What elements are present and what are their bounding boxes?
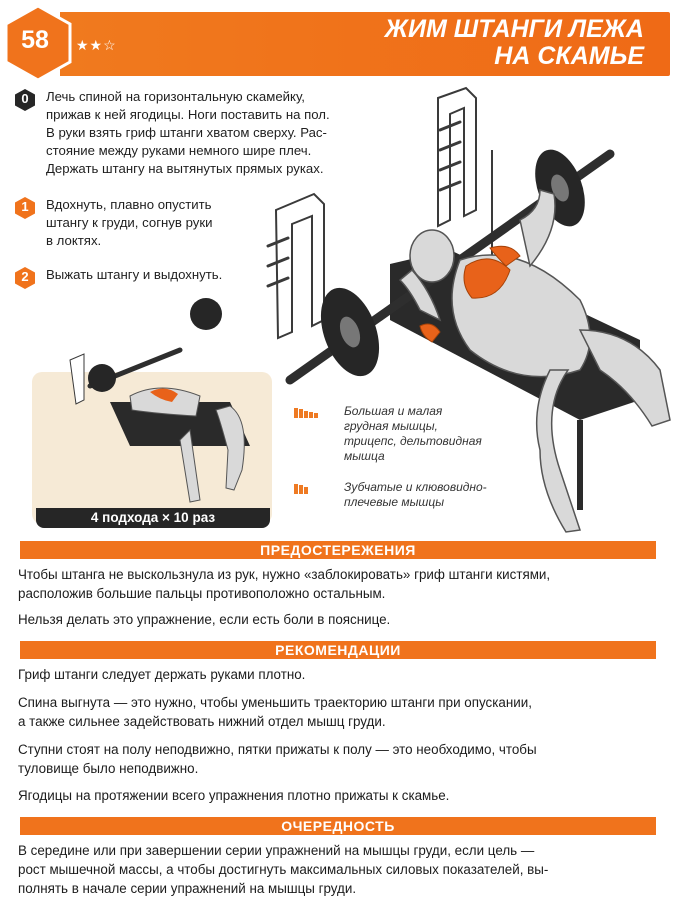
step-line: Лечь спиной на горизонтальную скамейку,: [46, 89, 305, 104]
step-number: 0: [21, 91, 29, 106]
legend-line: Зубчатые и клювовидно-: [344, 480, 487, 494]
legend-text: [344, 480, 487, 510]
step-text: [46, 196, 212, 250]
paragraph-line: Спина выгнута — это нужно, чтобы уменьшить траекторию штанги при опускании,: [18, 695, 532, 710]
paragraph-line: расположив большие пальцы противоположно остальным.: [18, 586, 386, 601]
paragraph-line: Нельзя делать это упражнение, если есть боли в пояснице.: [18, 612, 391, 627]
section-title: РЕКОМЕНДАЦИИ: [275, 642, 401, 658]
paragraph-line: полнять в начале серии упражнений на мышцы груди.: [18, 881, 357, 896]
order-paragraph: [18, 841, 668, 898]
step-line: Держать штангу на вытянутых прямых руках.: [46, 161, 324, 176]
section-title: ОЧЕРЕДНОСТЬ: [281, 818, 395, 834]
page-title: [224, 16, 644, 70]
legend-text: [344, 404, 482, 464]
recommendation-paragraph: [18, 786, 668, 805]
legend-line: грудная мышцы,: [344, 419, 438, 433]
step-line: В руки взять гриф штанги хватом сверху. Рас-: [46, 125, 327, 140]
legend-line: мышца: [344, 449, 385, 463]
paragraph-line: Ступни стоят на полу неподвижно, пятки прижаты к полу — это необходимо, чтобы: [18, 742, 537, 757]
intensity-bar-icon: [294, 484, 308, 494]
paragraph-line: Ягодицы на протяжении всего упражнения плотно прижаты к скамье.: [18, 788, 450, 803]
paragraph-line: а также сильнее задействовать нижний отдел мышц груди.: [18, 714, 386, 729]
paragraph-line: В середине или при завершении серии упражнений на мышцы груди, если цель —: [18, 843, 535, 858]
step-line: прижав к ней ягодицы. Ноги поставить на пол.: [46, 107, 330, 122]
title-line-2: НА СКАМЬЕ: [494, 42, 644, 70]
page-header: [0, 0, 684, 80]
paragraph-line: туловище было неподвижно.: [18, 761, 199, 776]
legend-line: плечевые мышцы: [344, 495, 445, 509]
step-number: 2: [21, 269, 29, 284]
warning-paragraph: [18, 565, 668, 603]
step-number: 1: [21, 199, 29, 214]
recommendation-paragraph: [18, 740, 668, 778]
step-text: [46, 266, 222, 284]
recommendation-paragraph: [18, 693, 668, 731]
step-text: [46, 88, 330, 178]
legend-line: трицепс, дельтовидная: [344, 434, 482, 448]
recommendations-header: [20, 641, 656, 659]
recommendation-paragraph: [18, 665, 668, 684]
order-header: [20, 817, 656, 835]
legend-line: Большая и малая: [344, 404, 443, 418]
step-line: Вдохнуть, плавно опустить: [46, 197, 212, 212]
paragraph-line: Чтобы штанга не выскользнула из рук, нужно «заблокировать» гриф штанги кистями,: [18, 567, 551, 582]
section-title: ПРЕДОСТЕРЕЖЕНИЯ: [260, 542, 416, 558]
difficulty-stars: ★★☆: [76, 37, 117, 53]
sets-reps-caption: 4 подхода × 10 раз: [36, 508, 270, 528]
paragraph-line: рост мышечной массы, а чтобы достигнуть максимальных силовых показателей, вы-: [18, 862, 549, 877]
step-line: в локтях.: [46, 233, 102, 248]
warnings-header: [20, 541, 656, 559]
step-line: Выжать штангу и выдохнуть.: [46, 267, 223, 282]
page-number: 58: [21, 26, 49, 54]
title-line-1: ЖИМ ШТАНГИ ЛЕЖА: [384, 15, 644, 43]
step-line: штангу к груди, согнув руки: [46, 215, 213, 230]
intensity-bar-icon: [294, 408, 318, 418]
step-line: стояние между руками немного шире плеч.: [46, 143, 312, 158]
warning-paragraph: [18, 610, 668, 629]
paragraph-line: Гриф штанги следует держать руками плотно.: [18, 667, 306, 682]
